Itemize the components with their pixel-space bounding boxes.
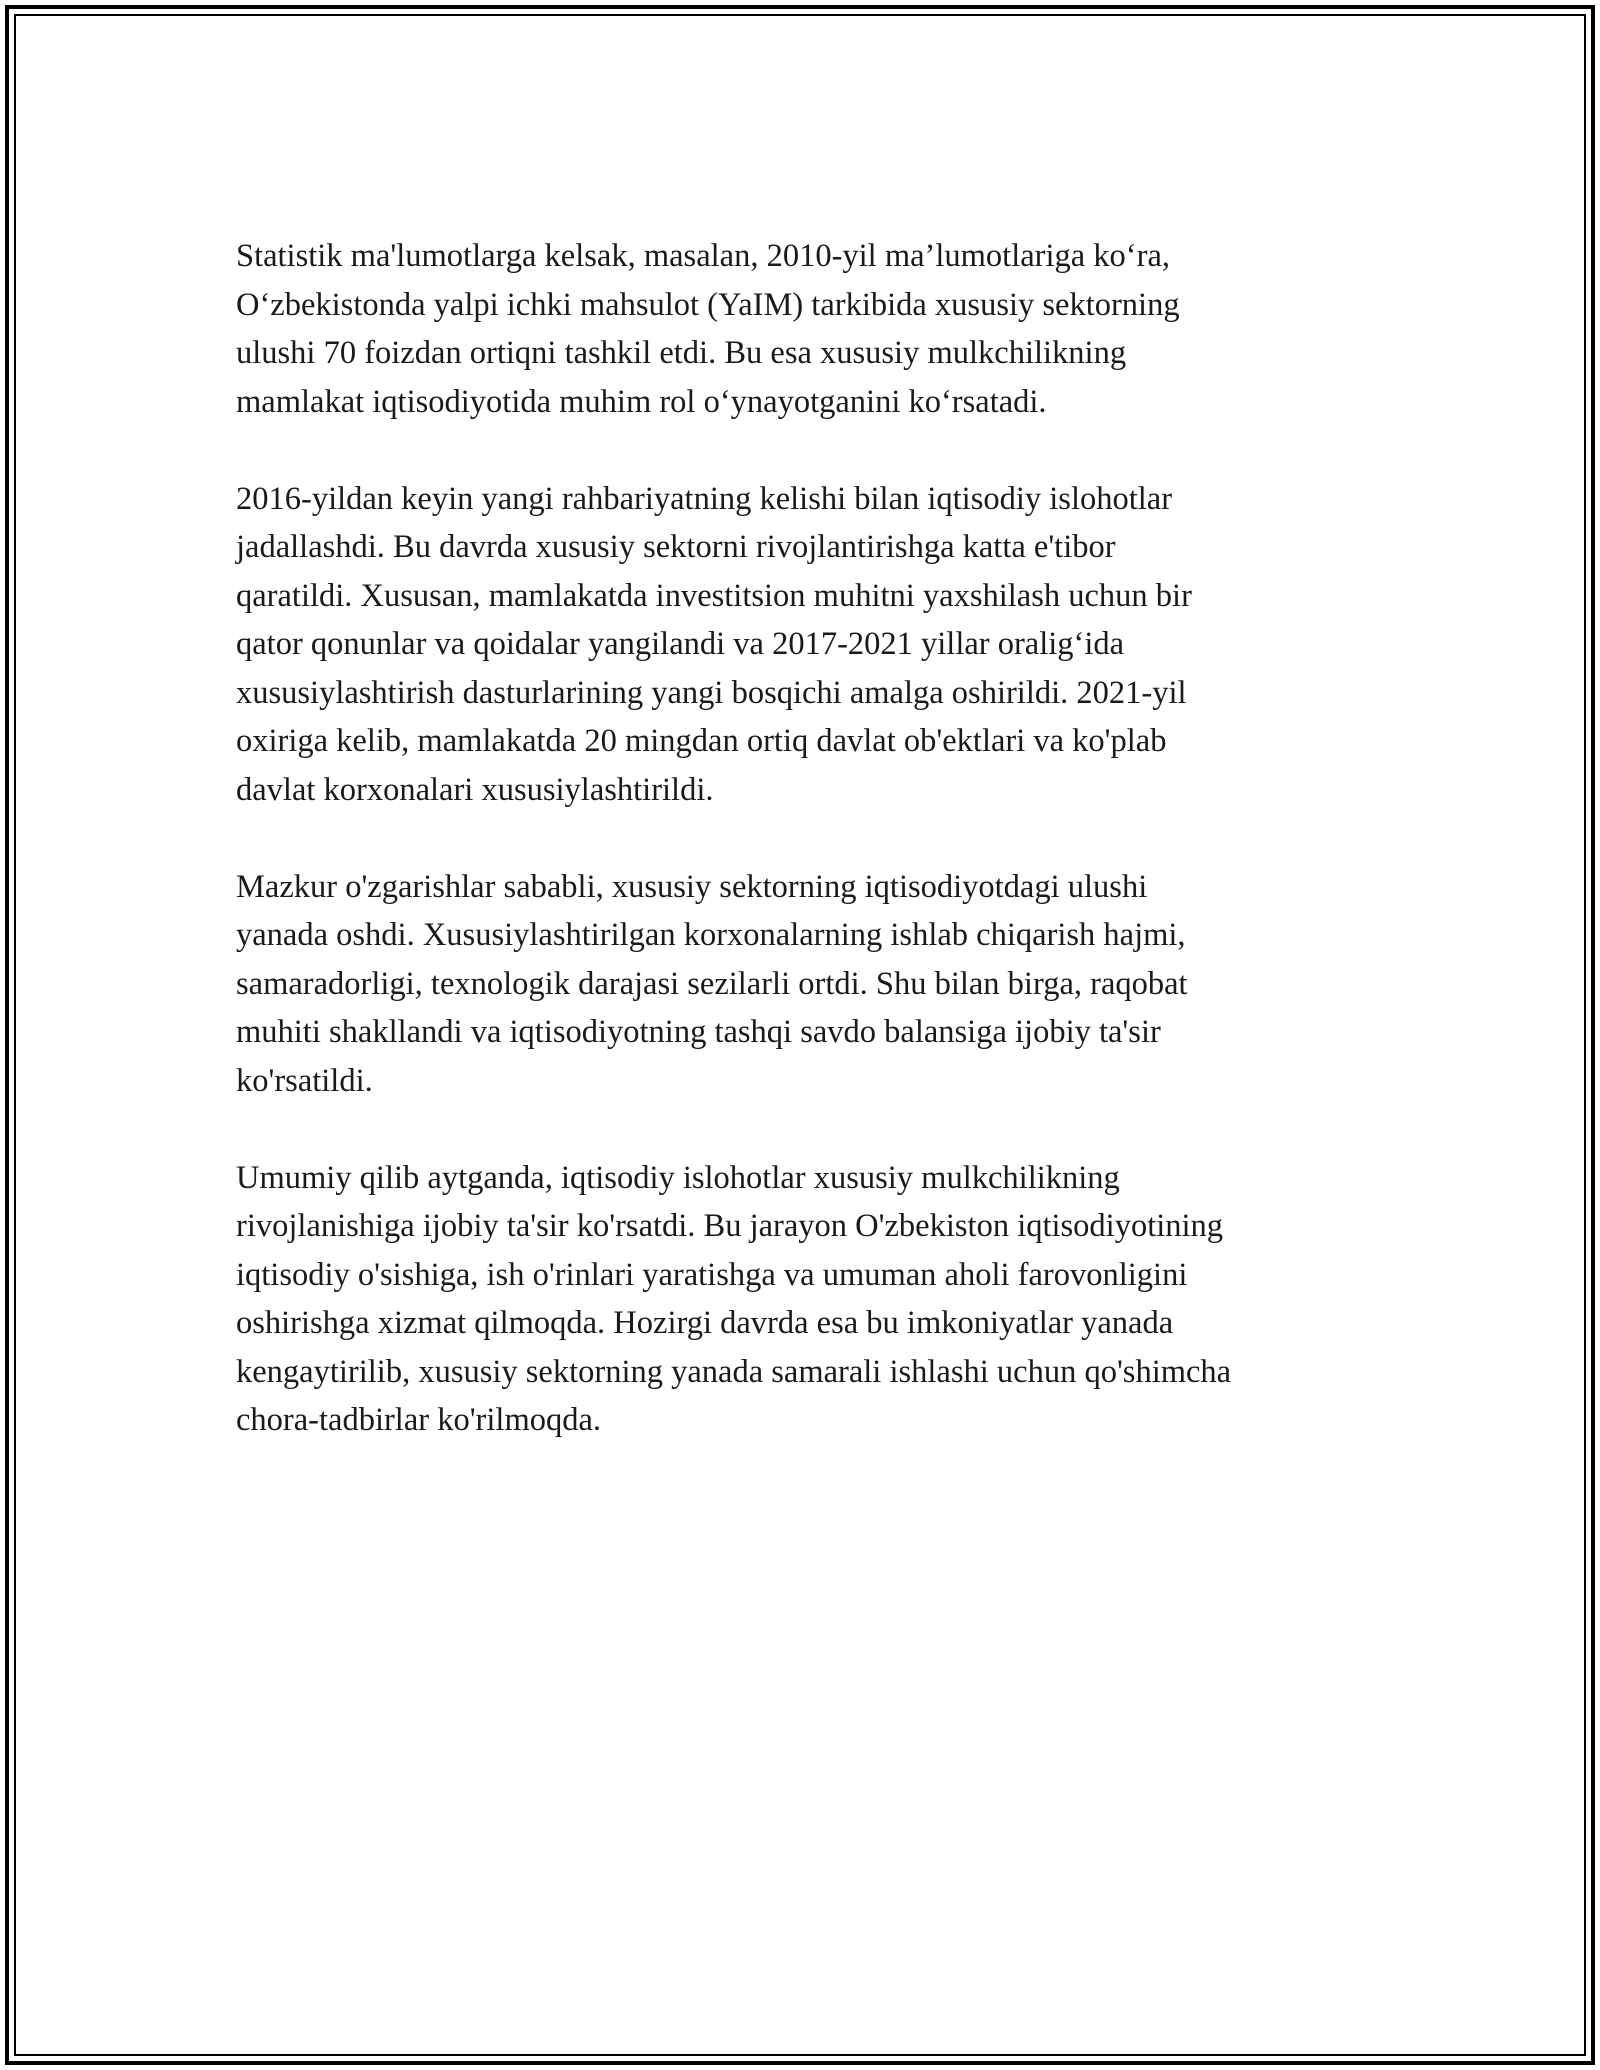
paragraph-reforms-2016: 2016-yildan keyin yangi rahbariyatning kelishi bilan iqtisodiy islohotlar jadallashdi. Bu davrda xususiy sektorni rivojlantirishga katta e'tibor qaratildi. Xususan, mamlakatda investitsion muhitni yaxshilash uchun bir qator qonunlar va qoidalar yangilandi va 2017-2021 yillar oralig‘ida xususiylashtirish dasturlarining yangi bosqichi amalga oshirildi. 2021-yil oxiriga kelib, mamlakatda 20 mingdan ortiq davlat ob'ektlari va ko'plab davlat korxonalari xususiylashtirildi. bbox=[236, 480, 1192, 808]
paragraph-conclusion: Umumiy qilib aytganda, iqtisodiy islohotlar xususiy mulkchilikning rivojlanishiga ijobiy ta'sir ko'rsatdi. Bu jarayon O'zbekiston iqtisodiyotining iqtisodiy o'sishiga, ish o'rinlari yaratishga va umuman aholi farovonligini oshirishga xizmat qilmoqda. Hozirgi davrda esa bu imkoniyatlar yanada kengaytirilib, xususiy sektorning yanada samarali ishlashi uchun qo'shimcha chora-tadbirlar ko'rilmoqda. bbox=[236, 1159, 1232, 1438]
paragraph-statistics: Statistik ma'lumotlarga kelsak, masalan, 2010-yil ma’lumotlariga ko‘ra, O‘zbekistonda yalpi ichki mahsulot (YaIM) tarkibida xususiy sektorning ulushi 70 foizdan ortiqni tashkil etdi. Bu esa xususiy mulkchilikning mamlakat iqtisodiyotida muhim rol o‘ynayotganini ko‘rsatadi. bbox=[236, 238, 1180, 420]
paragraph-changes: Mazkur o'zgarishlar sababli, xususiy sektorning iqtisodiyotdagi ulushi yanada oshdi. Xususiylashtirilgan korxonalarning ishlab chiqarish hajmi, samaradorligi, texnologik darajasi sezilarli ortdi. Shu bilan birga, raqobat muhiti shakllandi va iqtisodiyotning tashqi savdo balansiga ijobiy ta'sir ko'rsatildi. bbox=[236, 868, 1188, 1099]
document-body bbox=[236, 232, 1376, 1493]
